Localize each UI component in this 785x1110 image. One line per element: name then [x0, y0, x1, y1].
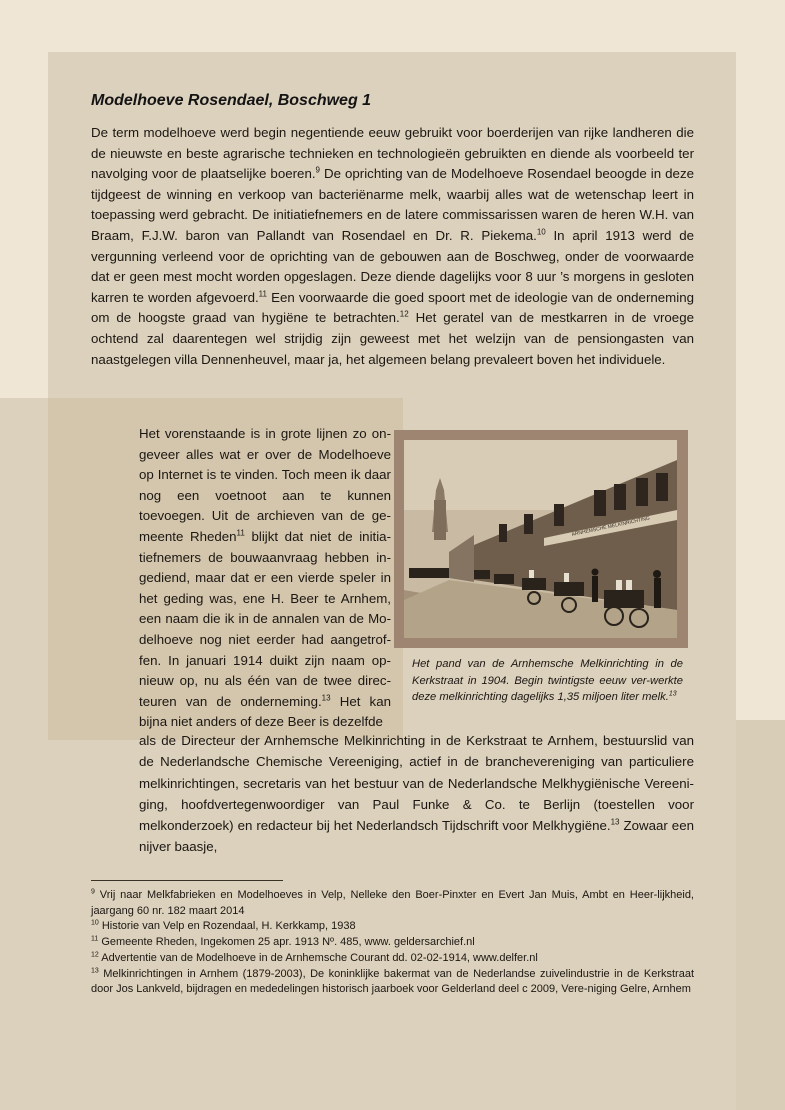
footnote-ref: 11 [258, 289, 267, 299]
shop-sign: ARNHEMSCHE MELKINRICHTING [571, 515, 651, 538]
footnotes [91, 888, 694, 998]
footnote-item: $^9$ Vrij naar Melkfabrieken en Modelhoeves in Velp, Nelleke den Boer-Pinxter en Evert Jan Muis, Ambt en Heer-lijkheid, jaargang 60 nr. 182 maart 2014 [91, 888, 694, 917]
street-scene-image [404, 440, 677, 638]
photo-caption: Het pand van de Arnhemsche Melkinrichting in de Kerkstraat in 1904. Begin twintigste eeuw ver-werkte deze melkinrichting dagelijks 1,35 miljoen liter melk.$^{13}$ [412, 658, 683, 703]
footnote-item: $^{13}$ Melkinrichtingen in Arnhem (1879-2003), De koninklijke bakermat van de Nederlandse zuivelindustrie in de Kerkstraat door Jos Lankveld, bijdragen en mededelingen historisch jaarboek voor Gelderland deel c 2009, Vere-niging Gelre, Arnhem [91, 966, 694, 996]
footnote-divider [91, 880, 283, 881]
footnote-ref: 12 [399, 309, 409, 319]
footnote-item: $^{12}$ Advertentie van de Modelhoeve in de Arnhemsche Courant dd. 02-02-1914, www.delfer.nl [91, 951, 538, 964]
footnote-ref: 13 [610, 817, 620, 827]
footnote-ref: 13 [321, 693, 331, 703]
column-paragraph: Het vorenstaande is in grote lijnen zo on-geveer alles wat er over de Modelhoeve op Internet is te vinden. Toch meen ik daar nog een voetnoot aan te kunnen toevoegen. Uit de archieven van de ge-meente Rheden$^{11}$ blijkt dat niet de initia-tiefnemers de bouwaanvraag hebben in-gediend, maar dat er een vierde speler in het geding was, ene H. Beer te Arnhem, een naam die ik in de annalen van de Mo-delhoeve nog niet eerder had aangetrof-fen. In januari 1914 duikt zijn naam op-nieuw op, nu als één van de twee direc-teuren van de onderneming.$^{13}$ Het kan bijna niet anders of deze Beer is dezelfde [139, 426, 392, 730]
left-margin-band [0, 398, 48, 1110]
right-margin-band [736, 720, 785, 1110]
footnote-item: $^{11}$ Gemeente Rheden, Ingekomen 25 apr. 1913 Nº. 485, www. geldersarchief.nl [91, 935, 475, 949]
footnote-ref: 9 [315, 165, 320, 175]
continuation-paragraph: als de Directeur der Arnhemsche Melkinrichting in de Kerkstraat te Arnhem, bestuurslid van de Nederlandsche Chemische Vereeniging, actief in de branchevereniging van particuliere melkinrichtingen, secretaris van het bestuur van de Nederlandsche Melkhygiënische Vereeni-ging, hoofdvertegenwoordiger van Paul Funke & Co. te Berlijn (toestellen voor melkonderzoek) en redacteur bij het Nederlandsch Tijdschrift voor Melkhygiëne.$^{13}$ Zowaar een nijver baasje, [139, 733, 694, 855]
historic-photo [404, 440, 677, 638]
intro-paragraph: De term modelhoeve werd begin negentiende eeuw gebruikt voor boerderijen van rijke landheren die de nieuwste en beste agrarische technieken en technologieën gebruikten en diende als voorbeeld ter navolging voor de plaatselijke boeren.$^9$ De oprichting van de Modelhoeve Rosendael beoogde in deze tijdgeest de winning en verkoop van bacteriënarme melk, waarbij alles wat de wetenschap leert in toepassing werd gebracht. De initiatiefnemers en de latere commissarissen waren de heren W.H. van Braam, F.J.W. baron van Pallandt van Rosendael en Dr. R. Piekema.$^{10}$ In april 1913 werd de vergunning verleend voor de oprichting van de gebouwen aan de Boschweg, onder de voorwaarde dat er geen mest mocht worden opgeslagen. Deze diende dagelijks voor 8 uur ’s morgens in gesloten karren te worden afgevoerd.$^{11}$ Een voorwaarde die goed spoort met de ideologie van de onderneming om de hoogste graad van hygiëne te betrachten.$^{12}$ Het geratel van de mestkarren in de vroege ochtend zal daarentegen wel strijdig zijn geweest met het welzijn van de pensiongasten van naastgelegen villa Dennenheuvel, maar ja, het algemeen belang prevaleert boven het individuele. [91, 125, 694, 367]
footnote-item: $^{10}$ Historie van Velp en Rozendaal, H. Kerkkamp, 1938 [91, 919, 356, 933]
footnote-ref: 10 [536, 227, 546, 237]
footnote-ref: 13 [668, 690, 677, 698]
footnote-ref: 11 [236, 528, 245, 538]
page-title: Modelhoeve Rosendael, Boschweg 1 [91, 92, 372, 109]
